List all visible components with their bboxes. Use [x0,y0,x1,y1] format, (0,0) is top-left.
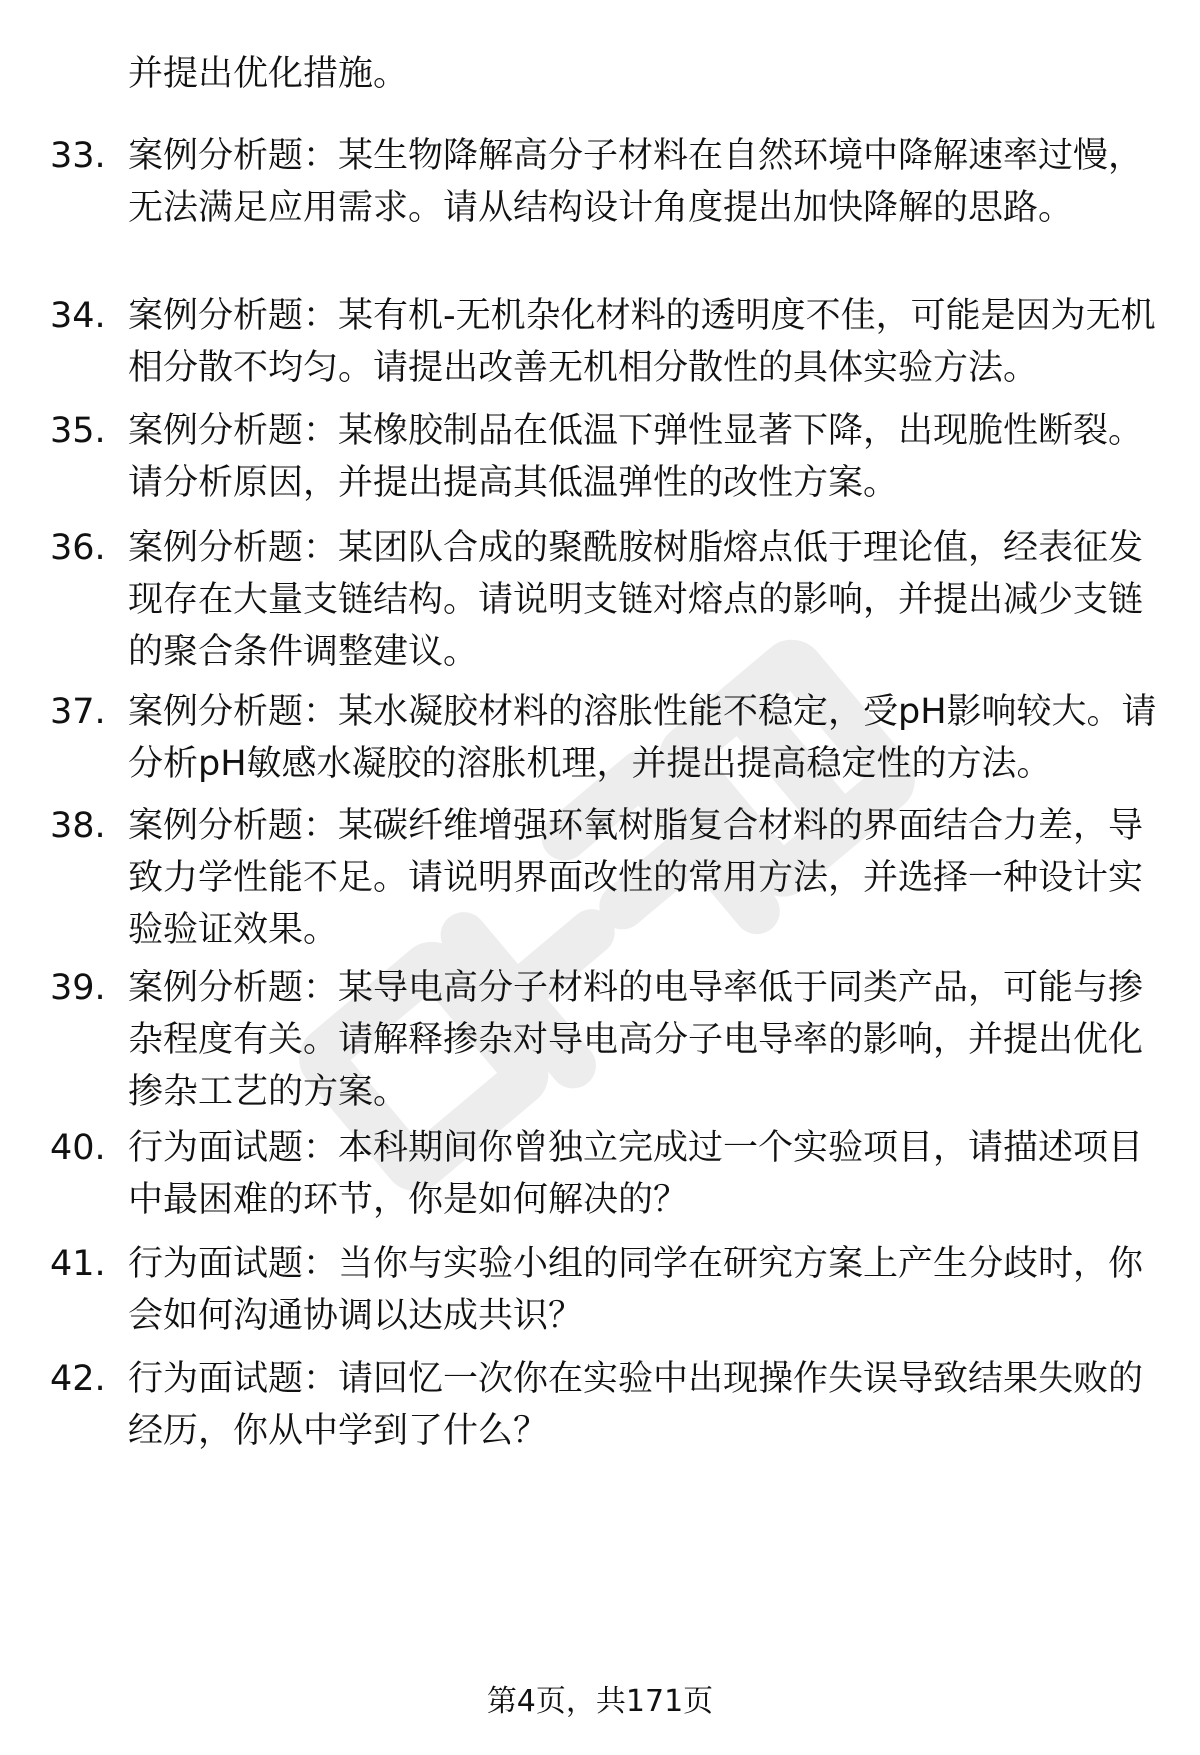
question-text: 案例分析题：某碳纤维增强环氧树脂复合材料的界面结合力差，导致力学性能不足。请说明界面改性的常用方法，并选择一种设计实验验证效果。 [128,806,1144,950]
question-text: 案例分析题：某水凝胶材料的溶胀性能不稳定，受pH影响较大。请分析pH敏感水凝胶的溶胀机理，并提出提高稳定性的方法。 [128,692,1157,784]
question-text: 案例分析题：某团队合成的聚酰胺树脂熔点低于理论值，经表征发现存在大量支链结构。请说明支链对熔点的影响，并提出减少支链的聚合条件调整建议。 [128,528,1144,672]
continuation-text: 并提出优化措施。 [128,54,409,94]
question-item-40 [50,1122,1160,1226]
question-text: 行为面试题：请回忆一次你在实验中出现操作失误导致结果失败的经历，你从中学到了什么？ [128,1359,1144,1451]
question-text: 行为面试题：本科期间你曾独立完成过一个实验项目，请描述项目中最困难的环节，你是如何解决的？ [128,1128,1144,1220]
question-item-34 [50,290,1160,394]
question-item-35 [50,405,1160,509]
question-item-37 [50,686,1160,790]
question-item-39 [50,962,1160,1118]
question-number: 36. [50,528,106,568]
question-number: 37. [50,692,106,732]
question-number: 34. [50,296,106,336]
question-text: 案例分析题：某生物降解高分子材料在自然环境中降解速率过慢，无法满足应用需求。请从结构设计角度提出加快降解的思路。 [128,136,1144,228]
question-number: 42. [50,1359,106,1399]
page-footer: 第4页，共171页 [486,1684,714,1719]
question-text: 案例分析题：某橡胶制品在低温下弹性显著下降，出现脆性断裂。请分析原因，并提出提高其低温弹性的改性方案。 [128,411,1144,503]
question-number: 41. [50,1244,106,1284]
question-item-41 [50,1238,1160,1342]
question-number: 40. [50,1128,106,1168]
question-number: 39. [50,968,106,1008]
question-text: 案例分析题：某有机-无机杂化材料的透明度不佳，可能是因为无机相分散不均匀。请提出改善无机相分散性的具体实验方法。 [128,296,1156,388]
question-number: 35. [50,411,106,451]
question-item-33 [50,130,1160,234]
question-text: 行为面试题：当你与实验小组的同学在研究方案上产生分歧时，你会如何沟通协调以达成共识？ [128,1244,1144,1336]
question-number: 33. [50,136,106,176]
question-number: 38. [50,806,106,846]
question-text: 案例分析题：某导电高分子材料的电导率低于同类产品，可能与掺杂程度有关。请解释掺杂对导电高分子电导率的影响，并提出优化掺杂工艺的方案。 [128,968,1144,1112]
question-item-38 [50,800,1160,956]
question-item-42 [50,1353,1160,1457]
question-item-36 [50,522,1160,678]
